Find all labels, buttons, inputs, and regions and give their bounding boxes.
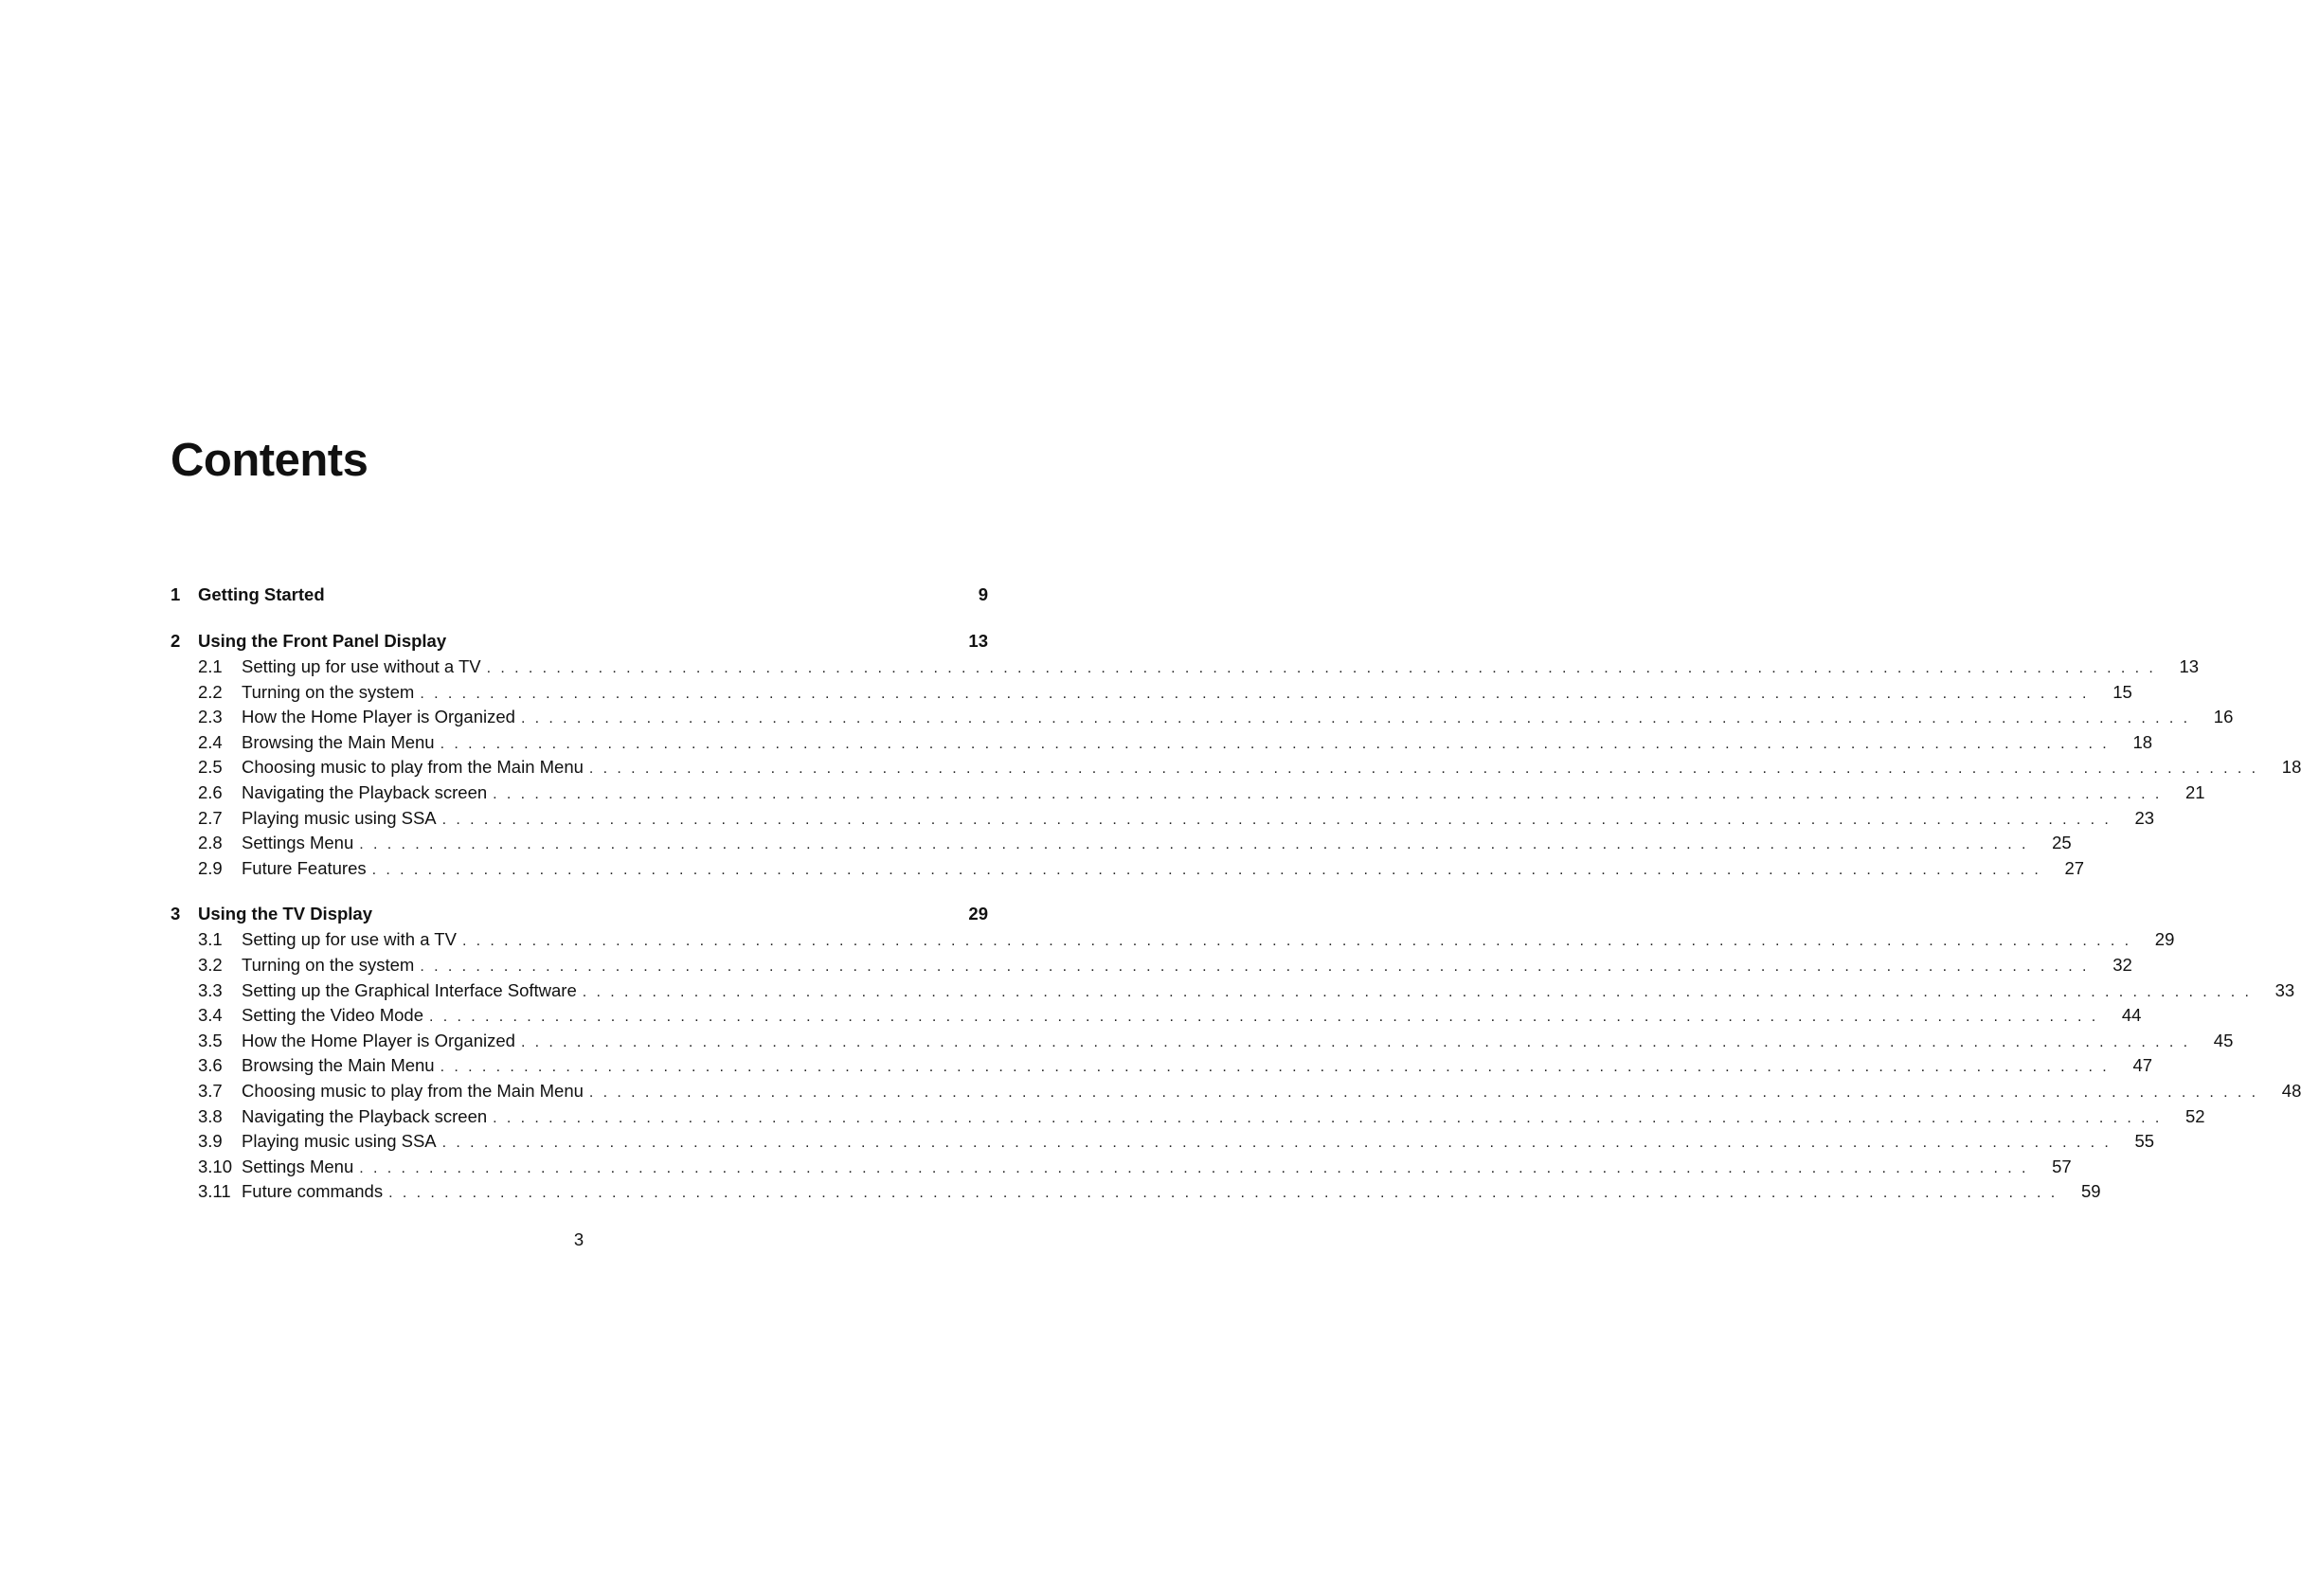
toc-section-entry[interactable] — [198, 731, 2153, 758]
section-title: Choosing music to play from the Main Menu — [242, 1080, 584, 1101]
section-page-number: 32 — [2112, 954, 2132, 975]
dot-leader: ........................................................................................................................ — [429, 1009, 2106, 1026]
section-title: Setting up the Graphical Interface Software — [242, 979, 577, 1000]
chapter-page-number: 9 — [978, 584, 988, 604]
section-page-number: 23 — [2134, 807, 2155, 828]
section-number: 2.6 — [198, 781, 223, 802]
toc-chapter-heading[interactable] — [171, 631, 988, 656]
section-number: 2.9 — [198, 857, 223, 878]
section-number: 3.5 — [198, 1030, 223, 1050]
toc-chapter — [171, 904, 2301, 1207]
toc-chapter — [171, 631, 2301, 883]
dot-leader: ........................................................................................................................ — [440, 1059, 2117, 1076]
section-page-number: 52 — [2185, 1105, 2205, 1126]
toc-section-entry[interactable] — [198, 781, 2205, 808]
toc-section-entry[interactable] — [198, 1181, 2101, 1207]
dot-leader: ........................................................................................................................ — [493, 1109, 2169, 1126]
section-title: Setting the Video Mode — [242, 1005, 423, 1026]
page-number: 3 — [573, 1229, 584, 1249]
dot-leader: ........................................................................................................................ — [359, 836, 2036, 853]
section-number: 2.8 — [198, 833, 223, 853]
toc-section-entry[interactable] — [198, 681, 2132, 708]
section-number: 3.9 — [198, 1131, 223, 1152]
chapter-page-number: 29 — [968, 904, 988, 924]
dot-leader: ........................................................................................................................ — [520, 710, 2198, 727]
section-page-number: 25 — [2052, 833, 2072, 853]
toc-section-entry[interactable] — [198, 1030, 2234, 1056]
section-number: 2.2 — [198, 681, 223, 702]
dot-leader: ........................................................................................................................ — [388, 1185, 2065, 1202]
toc-section-entry[interactable] — [198, 1156, 2072, 1182]
section-page-number: 13 — [2179, 656, 2200, 676]
section-title: Playing music using SSA — [242, 1131, 437, 1152]
dot-leader: ........................................................................................................................ — [493, 785, 2169, 802]
section-number: 3.4 — [198, 1005, 223, 1026]
section-number: 3.10 — [198, 1156, 233, 1176]
section-title: Browsing the Main Menu — [242, 1055, 435, 1076]
section-title: How the Home Player is Organized — [242, 707, 515, 727]
section-title: Setting up for use without a TV — [242, 656, 481, 676]
chapter-page-number: 13 — [968, 631, 988, 651]
toc-section-entry[interactable] — [198, 1105, 2205, 1132]
section-page-number: 18 — [2132, 731, 2153, 752]
chapter-title: Using the TV Display — [198, 904, 373, 924]
toc-section-entry[interactable] — [198, 1080, 2301, 1106]
section-title: Navigating the Playback screen — [242, 781, 488, 802]
dot-leader: ........................................................................................................................ — [441, 1135, 2119, 1152]
toc-chapter-heading[interactable] — [171, 584, 988, 610]
page-title: Contents — [171, 435, 369, 486]
section-title: Settings Menu — [242, 1156, 354, 1176]
dot-leader: ........................................................................................................................ — [461, 933, 2139, 950]
dot-leader: ........................................................................................................................ — [486, 660, 2164, 676]
toc-section-entry[interactable] — [198, 1055, 2153, 1081]
section-title: Turning on the system — [242, 954, 415, 975]
section-page-number: 33 — [2274, 979, 2295, 1000]
dot-leader: ........................................................................................................................ — [371, 861, 2049, 878]
dot-leader: ........................................................................................................................ — [588, 761, 2266, 778]
section-title: Browsing the Main Menu — [242, 731, 435, 752]
section-page-number: 21 — [2185, 781, 2205, 802]
section-title: Setting up for use with a TV — [242, 929, 457, 950]
section-page-number: 45 — [2213, 1030, 2234, 1050]
toc-section-entry[interactable] — [198, 807, 2155, 834]
toc-section-entry[interactable] — [198, 1005, 2142, 1031]
section-page-number: 27 — [2064, 857, 2085, 878]
section-number: 2.4 — [198, 731, 223, 752]
dot-leader: ........................................................................................................................ — [520, 1033, 2198, 1050]
section-page-number: 15 — [2112, 681, 2132, 702]
section-page-number: 47 — [2132, 1055, 2153, 1076]
dot-leader: ........................................................................................................................ — [440, 735, 2117, 752]
section-page-number: 44 — [2121, 1005, 2142, 1026]
section-page-number: 57 — [2052, 1156, 2072, 1176]
section-title: Turning on the system — [242, 681, 415, 702]
section-number: 3.11 — [198, 1181, 231, 1202]
toc-section-entry[interactable] — [198, 857, 2085, 884]
section-title: Settings Menu — [242, 833, 354, 853]
dot-leader: ........................................................................................................................ — [359, 1159, 2036, 1176]
section-title: Future Features — [242, 857, 367, 878]
dot-leader: ........................................................................................................................ — [582, 983, 2259, 1000]
section-page-number: 48 — [2281, 1080, 2301, 1101]
toc-section-entry[interactable] — [198, 707, 2234, 732]
section-number: 3.2 — [198, 954, 223, 975]
section-page-number: 16 — [2213, 707, 2234, 727]
section-number: 3.3 — [198, 979, 223, 1000]
toc-chapter-heading[interactable] — [171, 904, 988, 929]
dot-leader: ........................................................................................................................ — [441, 811, 2119, 828]
toc-chapter — [171, 584, 988, 610]
toc-section-entry[interactable] — [198, 929, 2175, 955]
chapter-title: Using the Front Panel Display — [198, 631, 447, 651]
chapter-number: 3 — [171, 904, 181, 924]
section-title: Choosing music to play from the Main Menu — [242, 757, 584, 778]
toc-section-entry[interactable] — [198, 1131, 2155, 1157]
toc-section-entry[interactable] — [198, 757, 2301, 782]
section-number: 2.1 — [198, 656, 223, 676]
section-title: How the Home Player is Organized — [242, 1030, 515, 1050]
section-title: Navigating the Playback screen — [242, 1105, 488, 1126]
section-number: 3.1 — [198, 929, 223, 950]
toc-section-entry[interactable] — [198, 979, 2295, 1006]
chapter-number: 2 — [171, 631, 181, 651]
toc-section-entry[interactable] — [198, 833, 2072, 858]
section-number: 3.7 — [198, 1080, 223, 1101]
section-number: 2.5 — [198, 757, 223, 778]
chapter-number: 1 — [171, 584, 181, 604]
dot-leader: ........................................................................................................................ — [588, 1084, 2266, 1101]
section-number: 2.3 — [198, 707, 223, 727]
section-title: Playing music using SSA — [242, 807, 437, 828]
toc-section-entry[interactable] — [198, 656, 2200, 682]
section-title: Future commands — [242, 1181, 384, 1202]
section-number: 3.6 — [198, 1055, 223, 1076]
dot-leader: ........................................................................................................................ — [420, 958, 2096, 975]
dot-leader: ........................................................................................................................ — [420, 685, 2096, 702]
chapter-title: Getting Started — [198, 584, 325, 604]
toc-section-entry[interactable] — [198, 954, 2132, 980]
section-page-number: 55 — [2134, 1131, 2155, 1152]
section-page-number: 18 — [2281, 757, 2301, 778]
section-number: 2.7 — [198, 807, 223, 828]
table-of-contents — [171, 584, 2301, 1228]
section-page-number: 29 — [2154, 929, 2175, 950]
section-number: 3.8 — [198, 1105, 223, 1126]
section-page-number: 59 — [2080, 1181, 2101, 1202]
